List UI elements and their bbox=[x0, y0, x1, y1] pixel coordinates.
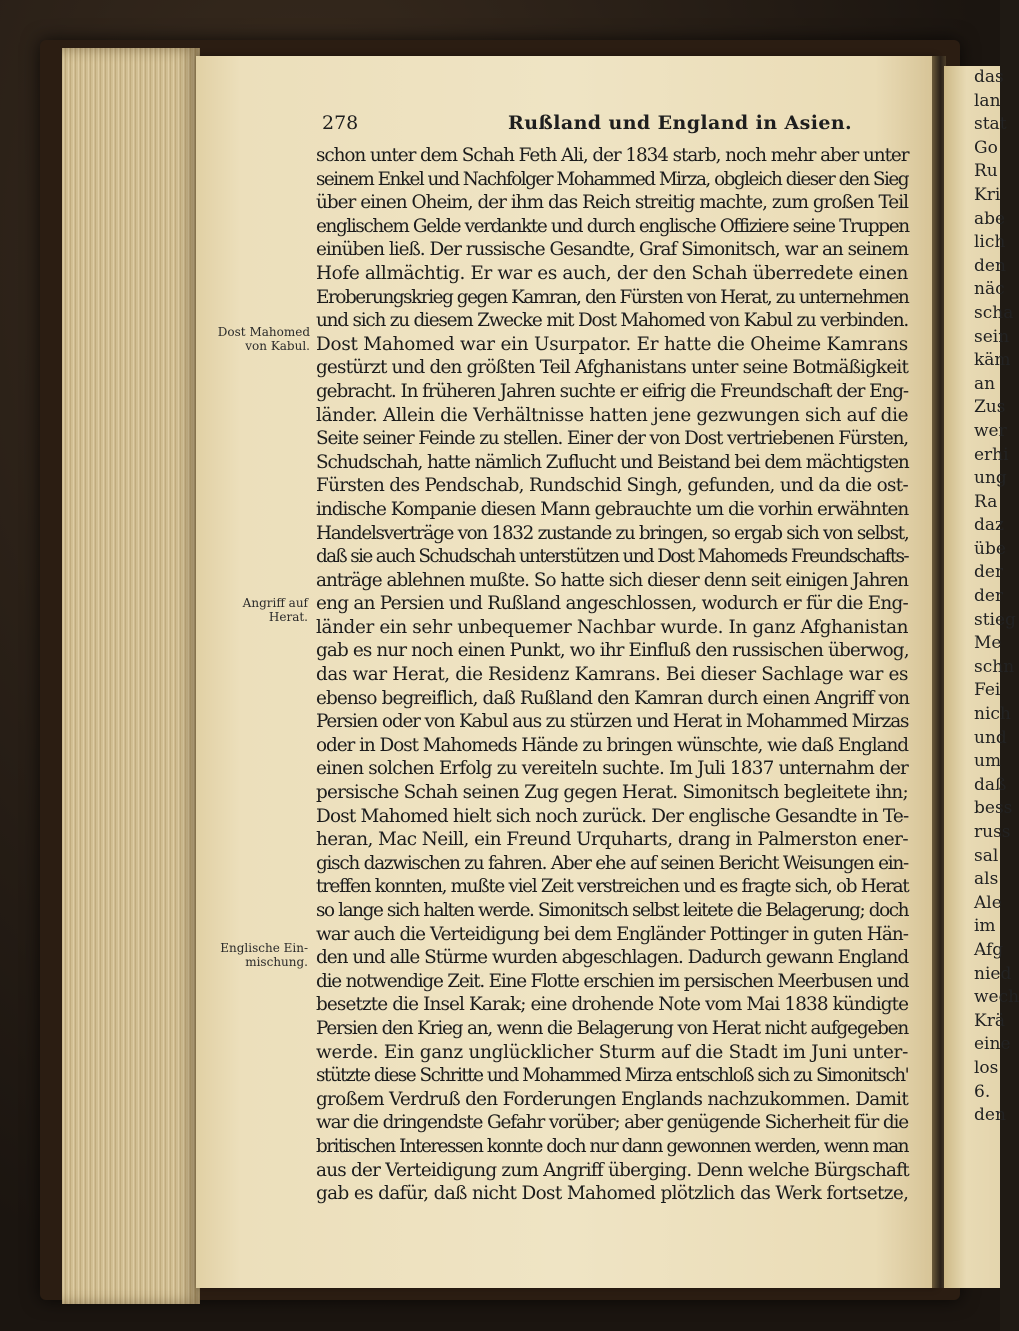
text-line: das war Herat, die Residenz Kamrans. Bei dieser Sachlage war es bbox=[316, 664, 908, 686]
fragment-line: lan bbox=[974, 90, 1001, 111]
fragment-line: wech bbox=[974, 987, 1019, 1008]
text-line: Persien den Krieg an, wenn die Belagerung von Herat nicht aufgegeben bbox=[316, 1017, 909, 1039]
fragment-line: stat bbox=[974, 114, 1007, 135]
fragment-line: Ru bbox=[974, 161, 998, 182]
fragment-line: eine bbox=[974, 1034, 1011, 1055]
text-line: Eroberungskrieg gegen Kamran, den Fürsten von Herat, zu unternehmen bbox=[316, 286, 909, 308]
fragment-line: den bbox=[974, 1105, 1006, 1126]
fragment-line: der bbox=[974, 562, 1004, 583]
text-line: Handelsverträge von 1832 zustande zu bringen, so ergab sich von selbst, bbox=[316, 522, 909, 544]
margin-note-line: Herat. bbox=[268, 609, 308, 624]
fragment-line: um bbox=[974, 751, 1002, 772]
text-line: werde. Ein ganz unglücklicher Sturm auf die Stadt im Juni unter- bbox=[316, 1041, 908, 1063]
fragment-line: bess bbox=[974, 798, 1013, 819]
fragment-line: Ale bbox=[974, 892, 1002, 913]
fragment-line: lich bbox=[974, 232, 1006, 253]
margin-note-dost-mahomed bbox=[214, 326, 310, 353]
fragment-line: erhi bbox=[974, 444, 1009, 465]
text-line: einen solchen Erfolg zu vereiteln suchte. Im Juli 1837 unternahm der bbox=[316, 758, 908, 780]
text-line: gestürzt und den größten Teil Afghanistans unter seine Botmäßigkeit bbox=[316, 357, 908, 379]
fragment-line: los bbox=[974, 1057, 999, 1078]
right-page-fragment bbox=[944, 66, 1019, 1288]
text-line: länder. Allein die Verhältnisse hatten jene gezwungen sich auf die bbox=[316, 404, 909, 426]
fragment-line: näc bbox=[974, 279, 1005, 300]
fragment-line: Ra bbox=[974, 491, 998, 512]
text-line: gebracht. In früheren Jahren suchte er eifrig die Freundschaft der Eng- bbox=[316, 380, 908, 402]
fragment-line: Krä bbox=[974, 1010, 1005, 1031]
text-line: stützte diese Schritte und Mohammed Mirza entschloß sich zu Simonitsch' bbox=[316, 1065, 909, 1087]
margin-note-englische-einmischung bbox=[212, 942, 308, 969]
fragment-line: Go bbox=[974, 137, 998, 158]
text-line: großem Verdruß den Forderungen Englands nachzukommen. Damit bbox=[316, 1088, 908, 1110]
margin-note-line: mischung. bbox=[245, 954, 308, 969]
fragment-line: an bbox=[974, 373, 996, 394]
text-line: seinem Enkel und Nachfolger Mohammed Mirza, obgleich dieser den Sieg bbox=[316, 168, 908, 190]
text-line: länder ein sehr unbequemer Nachbar wurde. In ganz Afghanistan bbox=[316, 616, 909, 638]
fragment-line: als bbox=[974, 869, 999, 890]
fragment-line: scha bbox=[974, 302, 1014, 323]
text-line: und sich zu diesem Zwecke mit Dost Mahomed von Kabul zu verbinden. bbox=[316, 310, 908, 332]
text-line: gab es dafür, daß nicht Dost Mahomed plötzlich das Werk fortsetze, bbox=[316, 1183, 909, 1205]
margin-note-angriff-herat bbox=[212, 597, 308, 624]
fragment-line: käm bbox=[974, 350, 1011, 371]
text-line: einüben ließ. Der russische Gesandte, Graf Simonitsch, war an seinem bbox=[316, 239, 908, 261]
text-line: britischen Interessen konnte doch nur dann gewonnen werden, wenn man bbox=[316, 1135, 908, 1157]
text-line: über einen Oheim, der ihm das Reich streitig machte, zum großen Teil bbox=[316, 192, 908, 214]
fragment-line: Afg bbox=[974, 939, 1004, 960]
text-line: eng an Persien und Rußland angeschlossen, wodurch er für die Eng- bbox=[316, 593, 908, 615]
text-line: englischem Gelde verdankte und durch englische Offiziere seine Truppen bbox=[316, 215, 909, 237]
text-line: indische Kompanie diesen Mann gebrauchte um die vorhin erwähnten bbox=[316, 498, 909, 520]
fragment-line: sal bbox=[974, 845, 999, 866]
text-line: war auch die Verteidigung bei dem Engländer Pottinger in guten Hän- bbox=[316, 923, 908, 945]
text-line: heran, Mac Neill, ein Freund Urquharts, drang in Palmerston ener- bbox=[316, 829, 908, 851]
fragment-line: der bbox=[974, 586, 1004, 607]
text-line: war die dringendste Gefahr vorüber; aber genügende Sicherheit für die bbox=[316, 1112, 908, 1134]
text-line: gisch dazwischen zu fahren. Aber ehe auf seinen Bericht Weisungen ein- bbox=[316, 852, 908, 874]
page-number: 278 bbox=[322, 112, 359, 134]
margin-note-line: Dost Mahomed bbox=[217, 325, 310, 339]
text-line: schon unter dem Schah Feth Ali, der 1834 starb, noch mehr aber unter bbox=[316, 145, 909, 166]
right-page-lines bbox=[944, 66, 1019, 1128]
text-line: Schudschah, hatte nämlich Zuflucht und Beistand bei dem mächtigsten bbox=[316, 451, 909, 473]
fragment-line: das bbox=[974, 67, 1004, 87]
text-line: die notwendige Zeit. Eine Flotte erschien im persischen Meerbusen und bbox=[316, 970, 909, 992]
fragment-line: den bbox=[974, 255, 1006, 276]
fragment-line: Fei bbox=[974, 680, 1001, 701]
fragment-line: übe bbox=[974, 538, 1006, 559]
fragment-line: Me bbox=[974, 633, 1002, 654]
fragment-line: 6. bbox=[974, 1081, 991, 1102]
fragment-line: Zus bbox=[974, 397, 1006, 418]
body-text bbox=[316, 144, 908, 1206]
fragment-line: abe bbox=[974, 208, 1006, 229]
text-line: Seite seiner Feinde zu stellen. Einer der von Dost vertriebenen Fürsten, bbox=[316, 428, 908, 450]
text-line: Hofe allmächtig. Er war es auch, der den Schah überredete einen bbox=[316, 262, 908, 284]
text-line: so lange sich halten werde. Simonitsch selbst leitete die Belagerung; doch bbox=[316, 900, 909, 921]
text-line: daß sie auch Schudschah unterstützen und Dost Mahomeds Freundschafts- bbox=[316, 546, 908, 568]
text-line: Fürsten des Pendschab, Rundschid Singh, gefunden, und da die ost- bbox=[316, 475, 908, 497]
fragment-line: nich bbox=[974, 704, 1011, 725]
text-line: den und alle Stürme wurden abgeschlagen. Dadurch gewann England bbox=[316, 947, 909, 969]
fragment-line: sein bbox=[974, 326, 1010, 347]
running-title: Rußland und England in Asien. bbox=[508, 112, 853, 134]
fragment-line: Kri bbox=[974, 184, 1001, 205]
text-line: gab es nur noch einen Punkt, wo ihr Einfluß den russischen überwog, bbox=[316, 640, 909, 662]
text-line: ebenso begreiflich, daß Rußland den Kamran durch einen Angriff von bbox=[316, 687, 910, 709]
fragment-line: im bbox=[974, 916, 996, 937]
fragment-line: und bbox=[974, 727, 1007, 748]
margin-note-line: Englische Ein- bbox=[220, 941, 308, 955]
text-line: Dost Mahomed hielt sich noch zurück. Der englische Gesandte in Te- bbox=[316, 805, 909, 827]
fragment-line: nied bbox=[974, 963, 1012, 984]
text-line: anträge ablehnen mußte. So hatte sich dieser denn seit einigen Jahren bbox=[316, 569, 908, 591]
fragment-line: stieg bbox=[974, 609, 1016, 630]
fragment-line: russ bbox=[974, 822, 1011, 842]
text-line: oder in Dost Mahomeds Hände zu bringen wünschte, wie daß England bbox=[316, 734, 908, 756]
fragment-line: wer bbox=[974, 420, 1007, 441]
fragment-line: daz bbox=[974, 515, 1004, 536]
text-line: Dost Mahomed war ein Usurpator. Er hatte die Oheime Kamrans bbox=[316, 333, 908, 355]
text-line: Persien oder von Kabul aus zu stürzen und Herat in Mohammed Mirzas bbox=[316, 711, 909, 733]
text-line: treffen konnten, mußte viel Zeit verstreichen und es fragte sich, ob Herat bbox=[316, 876, 909, 898]
fragment-line: ung bbox=[974, 468, 1007, 489]
text-line: aus der Verteidigung zum Angriff überging. Denn welche Bürgschaft bbox=[316, 1159, 909, 1181]
margin-note-line: von Kabul. bbox=[245, 338, 310, 353]
margin-note-line: Angriff auf bbox=[242, 596, 308, 610]
page-edges bbox=[62, 48, 200, 1304]
fragment-line: daß bbox=[974, 774, 1007, 795]
text-line: persische Schah seinen Zug gegen Herat. Simonitsch begleitete ihn; bbox=[316, 782, 908, 804]
fragment-line: schn bbox=[974, 656, 1015, 677]
text-line: besetzte die Insel Karak; eine drohende Note vom Mai 1838 kündigte bbox=[316, 994, 909, 1016]
